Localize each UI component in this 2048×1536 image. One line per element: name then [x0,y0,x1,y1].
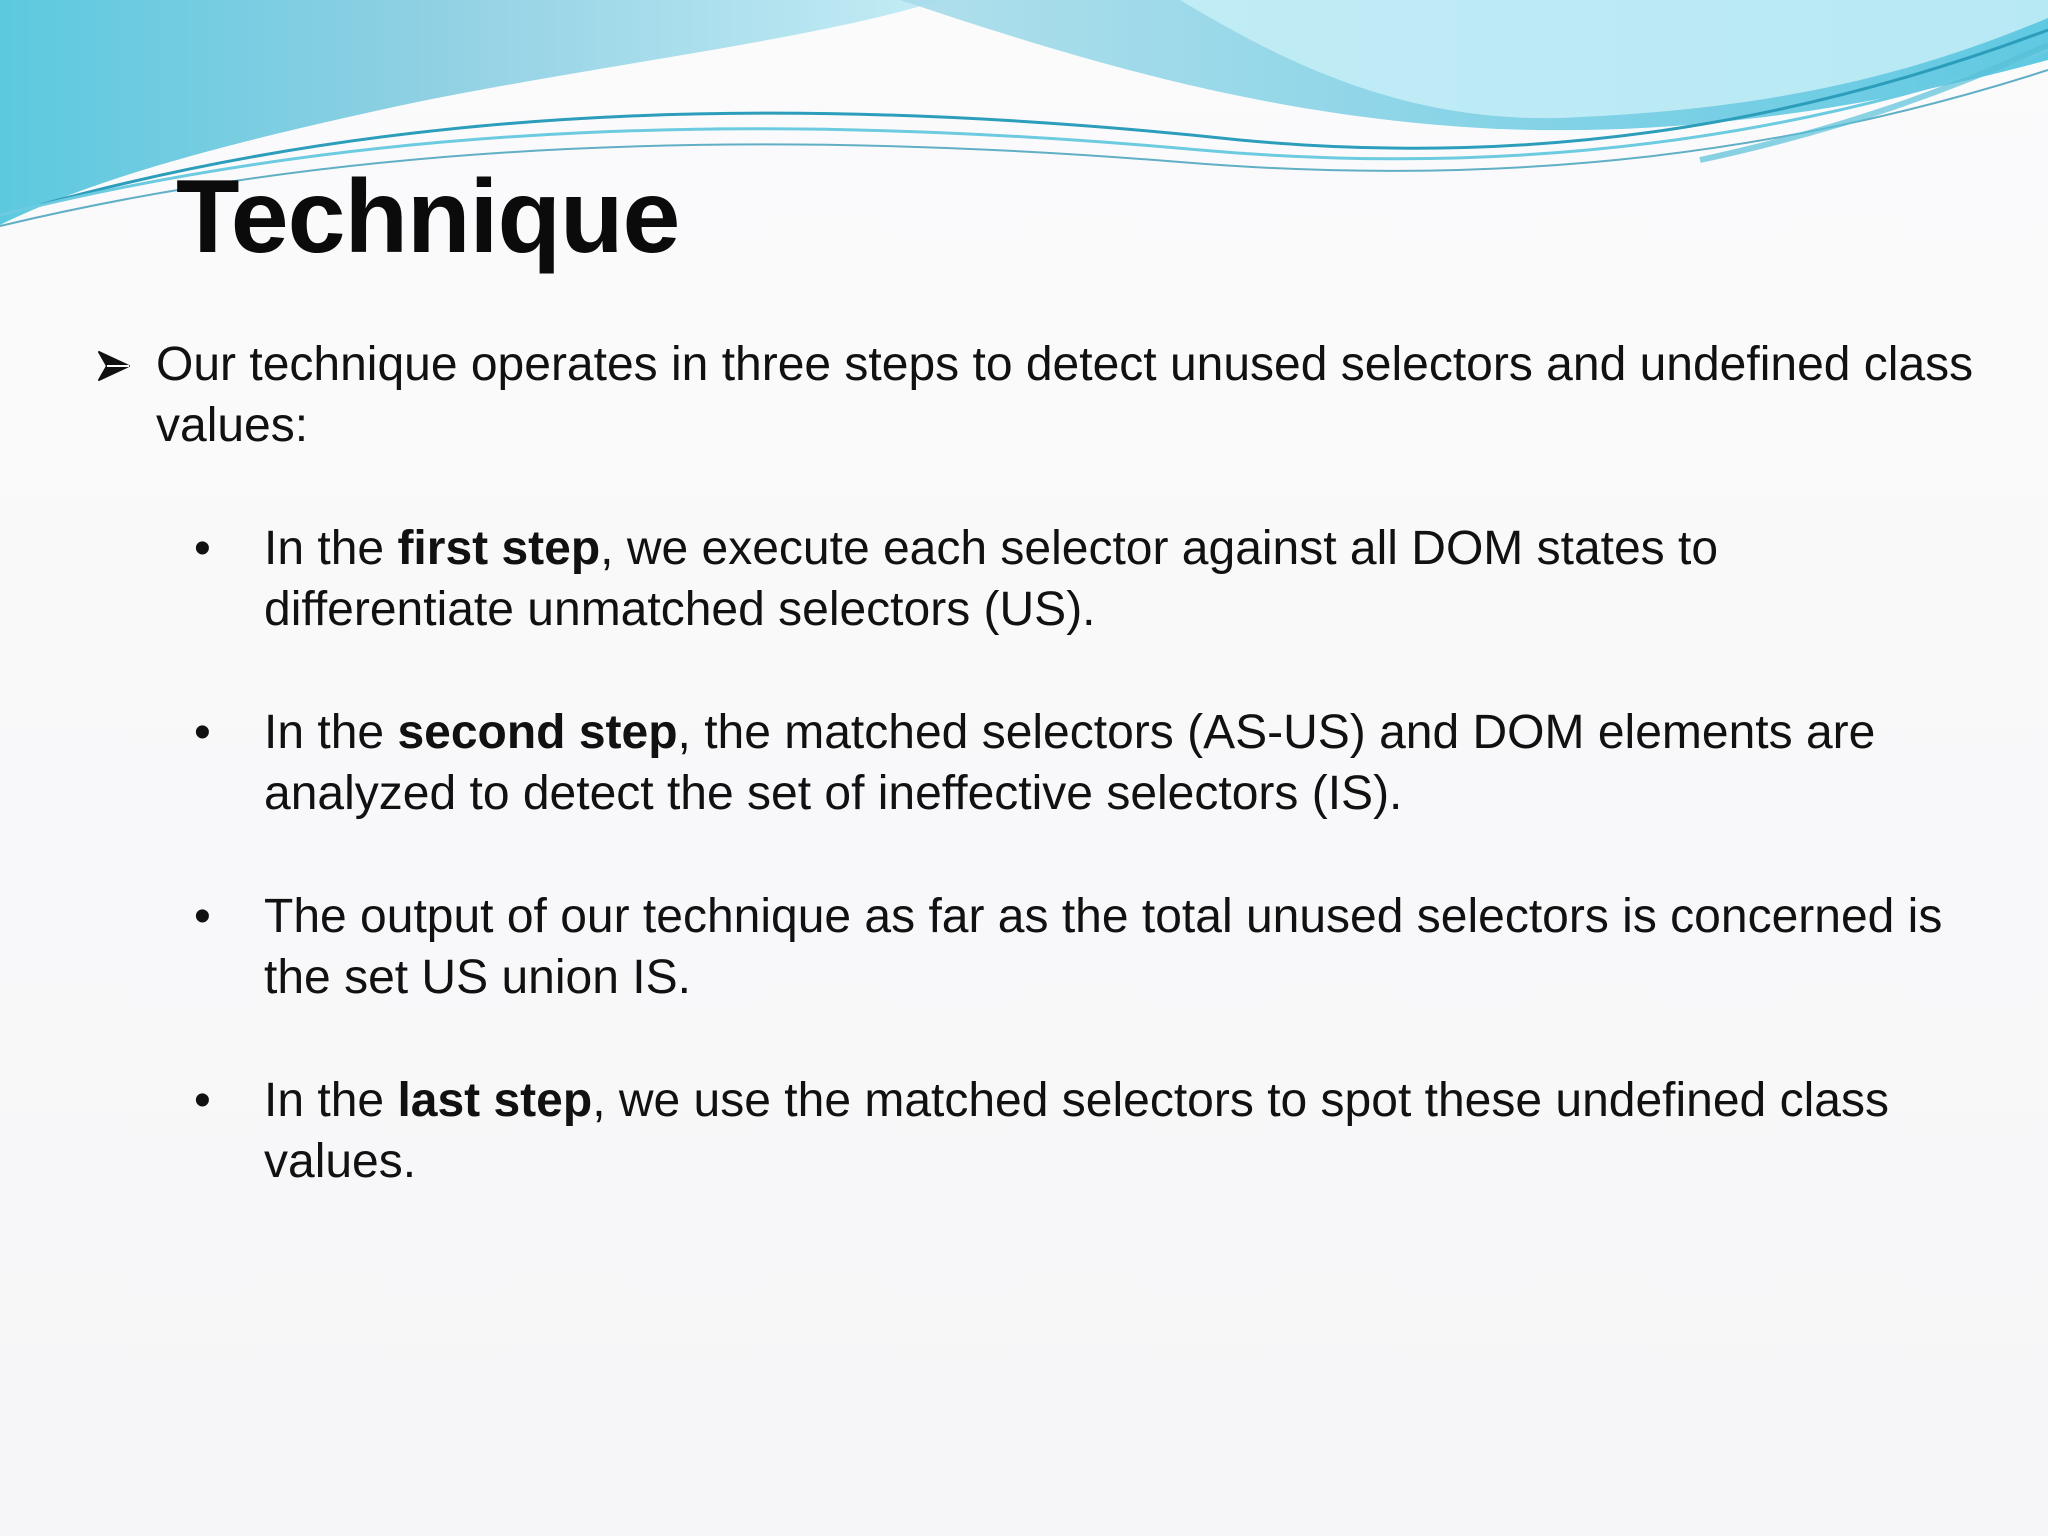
bullet-dot: • [194,522,211,575]
step-item-output [190,886,1950,1008]
step-item-last [190,1070,1950,1192]
arrowhead-bullet-icon [96,334,156,398]
bullet-dot: • [194,706,211,759]
step-text: The output of our technique as far as the total unused selectors is concerned is the set US union IS. [264,890,1943,1004]
intro-text: Our technique operates in three steps to detect unused selectors and undefined class values: [156,338,1974,452]
slide-title: Technique [176,159,680,275]
step-item-first [190,518,1950,640]
intro-bullet [96,334,1976,456]
step-text: In the last step, we use the matched selectors to spot these undefined class values. [264,1074,1889,1188]
step-text: In the first step, we execute each selector against all DOM states to differentiate unmatched selectors (US). [264,522,1719,636]
steps-list [190,518,1950,1254]
step-text: In the second step, the matched selectors (AS-US) and DOM elements are analyzed to detect the set of ineffective selectors (IS). [264,706,1876,820]
bullet-dot: • [194,1074,211,1127]
bullet-dot: • [194,890,211,943]
step-item-second [190,702,1950,824]
